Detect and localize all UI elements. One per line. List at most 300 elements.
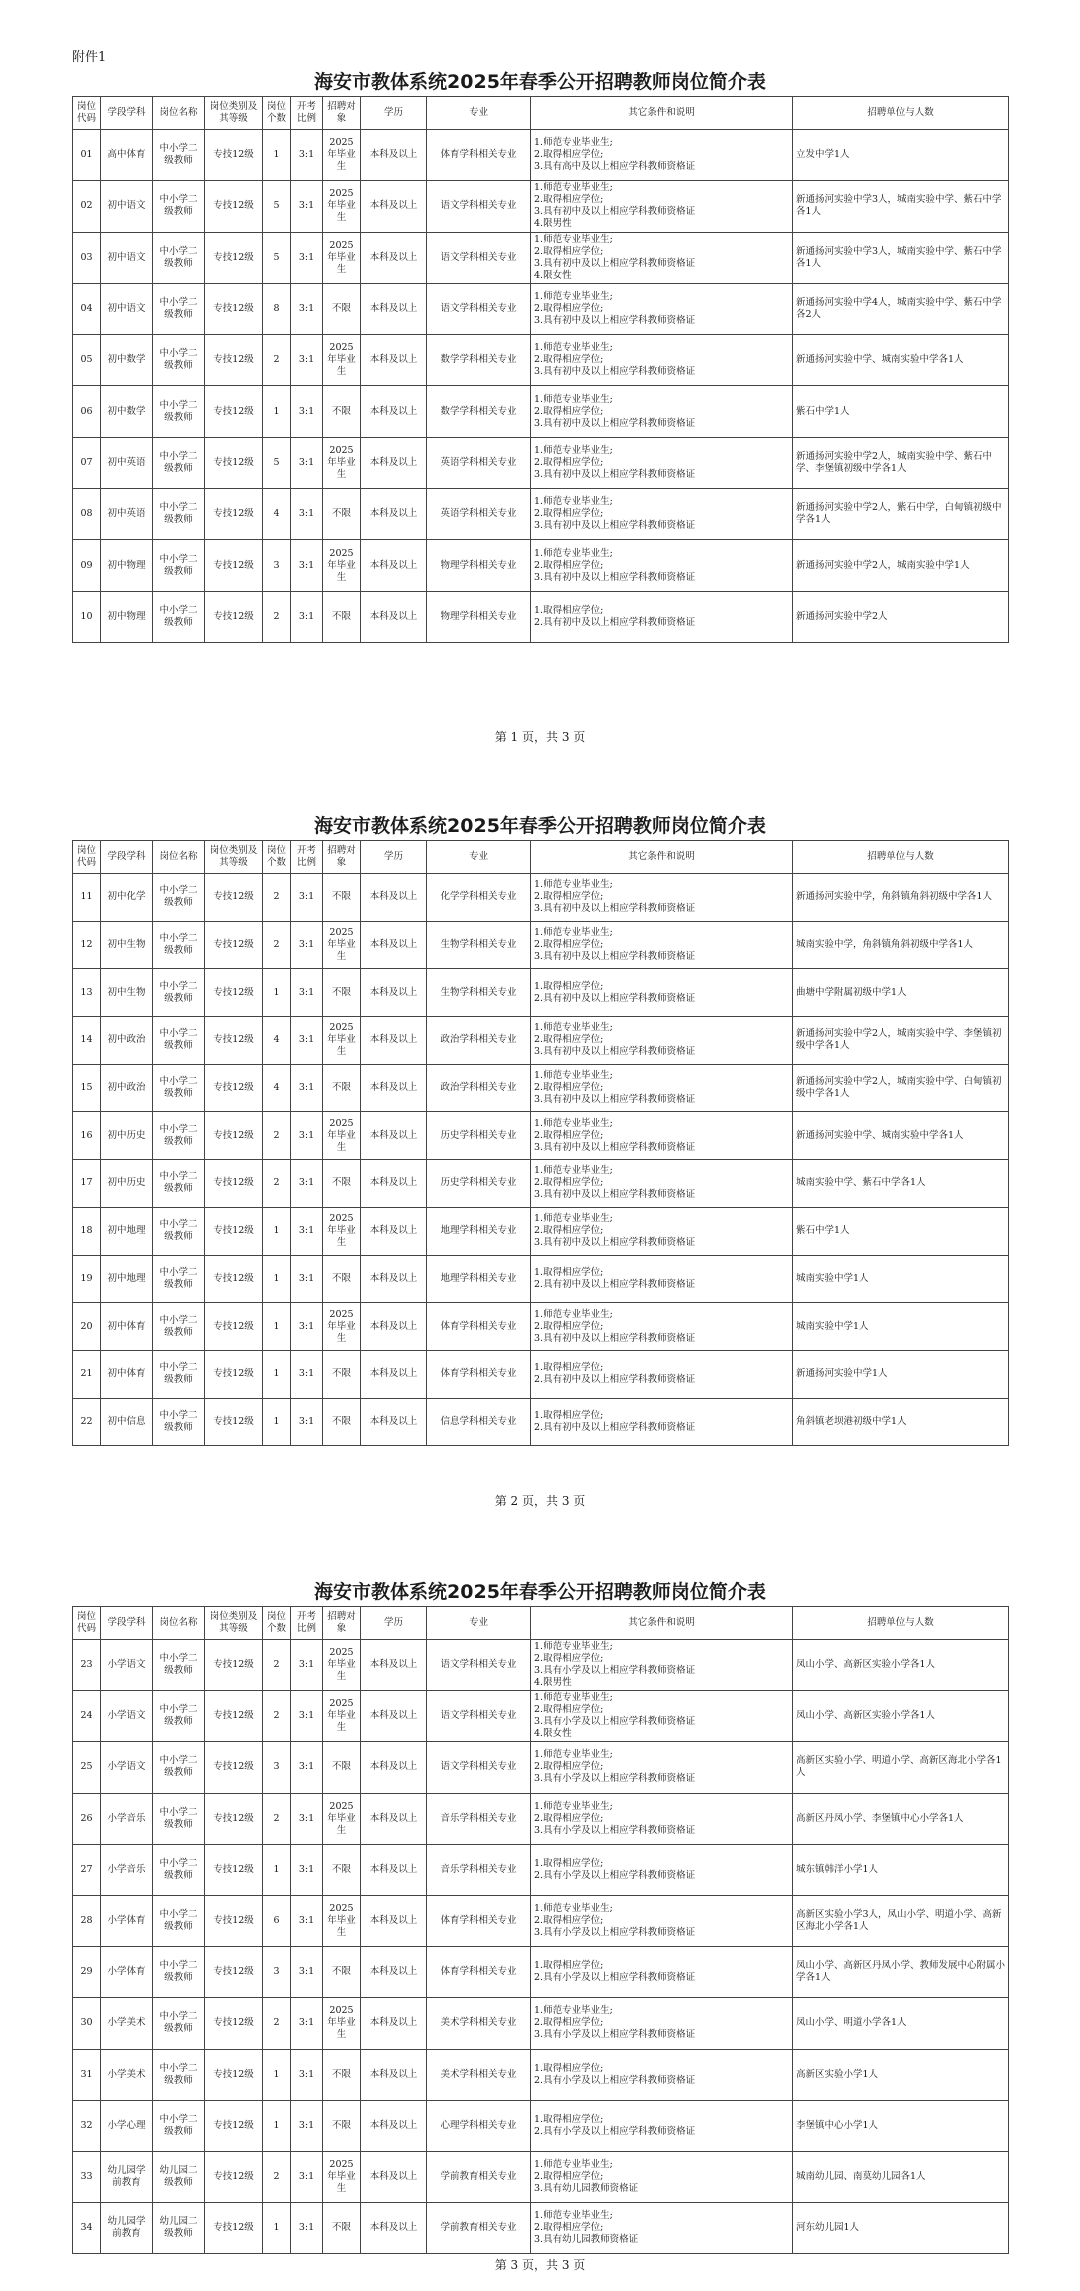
- table-header-row: [73, 841, 1009, 874]
- cell-code: 10: [73, 591, 101, 642]
- cell-major: 体育学科相关专业: [427, 1895, 531, 1946]
- cell-conditions: [531, 283, 793, 334]
- cell-grade: 专技12级: [205, 1742, 263, 1793]
- table-row: [73, 1793, 1009, 1844]
- cell-ratio: 3:1: [291, 283, 323, 334]
- header-code: 岗位代码: [73, 1607, 101, 1640]
- table-row: [73, 2100, 1009, 2151]
- cell-grade: 专技12级: [205, 2203, 263, 2254]
- cell-count: 1: [263, 1207, 291, 1255]
- table-row: [73, 969, 1009, 1017]
- condition-line: 2.取得相应学位;: [534, 405, 604, 417]
- cell-major: 语文学科相关专业: [427, 1691, 531, 1742]
- cell-subject: 初中语文: [101, 232, 153, 283]
- cell-ratio: 3:1: [291, 2151, 323, 2202]
- cell-edu: 本科及以上: [361, 1303, 427, 1351]
- condition-line: 1.取得相应学位;: [534, 1960, 604, 1972]
- cell-edu: 本科及以上: [361, 1398, 427, 1446]
- cell-major: 体育学科相关专业: [427, 1303, 531, 1351]
- cell-target: 不限: [323, 1742, 361, 1793]
- header-conditions: 其它条件和说明: [531, 1607, 793, 1640]
- cell-post: 中小学二级教师: [153, 591, 205, 642]
- cell-edu: 本科及以上: [361, 335, 427, 386]
- header-count: 岗位个数: [263, 841, 291, 874]
- cell-units: 新通扬河实验中学3人，城南实验中学、紫石中学各1人: [793, 181, 1009, 232]
- condition-line: 1.师范专业毕业生;: [534, 496, 613, 508]
- cell-target: 不限: [323, 386, 361, 437]
- condition-line: 1.取得相应学位;: [534, 2062, 604, 2074]
- cell-major: 地理学科相关专业: [427, 1207, 531, 1255]
- condition-line: 3.具有初中及以上相应学科教师资格证: [534, 417, 696, 429]
- cell-count: 2: [263, 335, 291, 386]
- cell-target: 不限: [323, 1064, 361, 1112]
- cell-target: 不限: [323, 1255, 361, 1303]
- cell-target: 不限: [323, 591, 361, 642]
- cell-target: 不限: [323, 1160, 361, 1208]
- cell-edu: 本科及以上: [361, 130, 427, 181]
- table-row: [73, 489, 1009, 540]
- cell-count: 2: [263, 1640, 291, 1691]
- cell-count: 1: [263, 130, 291, 181]
- header-subject: 学段学科: [101, 1607, 153, 1640]
- cell-conditions: [531, 1207, 793, 1255]
- cell-edu: 本科及以上: [361, 1160, 427, 1208]
- cell-units: 凤山小学、高新区实验小学各1人: [793, 1640, 1009, 1691]
- cell-subject: 小学音乐: [101, 1844, 153, 1895]
- header-units: 招聘单位与人数: [793, 841, 1009, 874]
- cell-conditions: [531, 1255, 793, 1303]
- cell-grade: 专技12级: [205, 1160, 263, 1208]
- cell-major: 化学学科相关专业: [427, 874, 531, 922]
- condition-line: 2.取得相应学位;: [534, 1320, 604, 1332]
- cell-code: 29: [73, 1947, 101, 1998]
- cell-conditions: [531, 2049, 793, 2100]
- condition-line: 2.取得相应学位;: [534, 939, 604, 951]
- cell-post: 中小学二级教师: [153, 1255, 205, 1303]
- cell-subject: 初中地理: [101, 1207, 153, 1255]
- condition-line: 1.取得相应学位;: [534, 1266, 604, 1278]
- cell-major: 学前教育相关专业: [427, 2151, 531, 2202]
- condition-line: 1.师范专业毕业生;: [534, 2158, 613, 2170]
- table-row: [73, 232, 1009, 283]
- cell-major: 地理学科相关专业: [427, 1255, 531, 1303]
- condition-line: 3.具有小学及以上相应学科教师资格证: [534, 1824, 696, 1836]
- cell-subject: 初中体育: [101, 1303, 153, 1351]
- cell-post: 中小学二级教师: [153, 489, 205, 540]
- cell-major: 生物学科相关专业: [427, 921, 531, 969]
- cell-ratio: 3:1: [291, 489, 323, 540]
- table-row: [73, 1112, 1009, 1160]
- cell-subject: 初中数学: [101, 386, 153, 437]
- cell-conditions: [531, 540, 793, 591]
- cell-units: 角斜镇老坝港初级中学1人: [793, 1398, 1009, 1446]
- cell-subject: 初中英语: [101, 489, 153, 540]
- cell-post: 中小学二级教师: [153, 335, 205, 386]
- cell-subject: 高中体育: [101, 130, 153, 181]
- condition-line: 3.具有初中及以上相应学科教师资格证: [534, 951, 696, 963]
- cell-conditions: [531, 591, 793, 642]
- cell-major: 物理学科相关专业: [427, 540, 531, 591]
- condition-line: 1.师范专业毕业生;: [534, 1070, 613, 1082]
- cell-subject: 初中历史: [101, 1160, 153, 1208]
- cell-code: 23: [73, 1640, 101, 1691]
- cell-grade: 专技12级: [205, 1947, 263, 1998]
- cell-grade: 专技12级: [205, 874, 263, 922]
- cell-major: 体育学科相关专业: [427, 130, 531, 181]
- cell-grade: 专技12级: [205, 1998, 263, 2049]
- cell-major: 数学学科相关专业: [427, 386, 531, 437]
- cell-count: 5: [263, 437, 291, 488]
- page-number: 第 3 页，共 3 页: [494, 2258, 586, 2272]
- page-title: 海安市教体系统2025年春季公开招聘教师岗位简介表: [314, 1581, 766, 1603]
- cell-units: 高新区实验小学1人: [793, 2049, 1009, 2100]
- cell-post: 中小学二级教师: [153, 2049, 205, 2100]
- condition-line: 3.具有初中及以上相应学科教师资格证: [534, 1189, 696, 1201]
- cell-grade: 专技12级: [205, 232, 263, 283]
- cell-target: 2025年毕业生: [323, 1303, 361, 1351]
- condition-line: 3.具有初中及以上相应学科教师资格证: [534, 1141, 696, 1153]
- condition-line: 1.取得相应学位;: [534, 604, 604, 616]
- condition-line: 3.具有初中及以上相应学科教师资格证: [534, 366, 696, 378]
- cell-grade: 专技12级: [205, 591, 263, 642]
- cell-edu: 本科及以上: [361, 921, 427, 969]
- cell-ratio: 3:1: [291, 1793, 323, 1844]
- cell-target: 2025年毕业生: [323, 232, 361, 283]
- cell-conditions: [531, 1398, 793, 1446]
- table-row: [73, 1844, 1009, 1895]
- header-count: 岗位个数: [263, 1607, 291, 1640]
- condition-line: 2.取得相应学位;: [534, 1082, 604, 1094]
- table-row: [73, 2151, 1009, 2202]
- cell-count: 8: [263, 283, 291, 334]
- condition-line: 2.取得相应学位;: [534, 149, 604, 161]
- cell-post: 中小学二级教师: [153, 1691, 205, 1742]
- table-row: [73, 540, 1009, 591]
- cell-units: 紫石中学1人: [793, 386, 1009, 437]
- condition-line: 2.取得相应学位;: [534, 508, 604, 520]
- cell-count: 1: [263, 2203, 291, 2254]
- cell-grade: 专技12级: [205, 489, 263, 540]
- condition-line: 3.具有幼儿园教师资格证: [534, 2234, 639, 2246]
- header-post: 岗位名称: [153, 841, 205, 874]
- header-major: 专业: [427, 97, 531, 130]
- cell-ratio: 3:1: [291, 1064, 323, 1112]
- cell-units: 立发中学1人: [793, 130, 1009, 181]
- cell-ratio: 3:1: [291, 1947, 323, 1998]
- cell-subject: 初中语文: [101, 283, 153, 334]
- cell-target: 不限: [323, 1947, 361, 1998]
- cell-edu: 本科及以上: [361, 489, 427, 540]
- cell-ratio: 3:1: [291, 335, 323, 386]
- cell-target: 不限: [323, 2100, 361, 2151]
- cell-post: 中小学二级教师: [153, 1398, 205, 1446]
- condition-line: 1.师范专业毕业生;: [534, 444, 613, 456]
- cell-code: 32: [73, 2100, 101, 2151]
- cell-units: 新通扬河实验中学2人，城南实验中学、白甸镇初级中学各1人: [793, 1064, 1009, 1112]
- header-units: 招聘单位与人数: [793, 1607, 1009, 1640]
- cell-count: 2: [263, 1160, 291, 1208]
- cell-post: 中小学二级教师: [153, 1017, 205, 1065]
- cell-units: 凤山小学、明道小学各1人: [793, 1998, 1009, 2049]
- table-row: [73, 1691, 1009, 1742]
- cell-major: 英语学科相关专业: [427, 437, 531, 488]
- cell-post: 中小学二级教师: [153, 1207, 205, 1255]
- cell-count: 1: [263, 1350, 291, 1398]
- condition-line: 1.师范专业毕业生;: [534, 2210, 613, 2222]
- cell-units: 凤山小学、高新区实验小学各1人: [793, 1691, 1009, 1742]
- cell-grade: 专技12级: [205, 1895, 263, 1946]
- cell-subject: 幼儿园学前教育: [101, 2151, 153, 2202]
- cell-count: 1: [263, 1844, 291, 1895]
- cell-target: 2025年毕业生: [323, 1895, 361, 1946]
- cell-subject: 幼儿园学前教育: [101, 2203, 153, 2254]
- condition-line: 1.取得相应学位;: [534, 1857, 604, 1869]
- cell-grade: 专技12级: [205, 335, 263, 386]
- cell-units: 高新区丹凤小学、李堡镇中心小学各1人: [793, 1793, 1009, 1844]
- cell-edu: 本科及以上: [361, 2151, 427, 2202]
- condition-line: 2.取得相应学位;: [534, 1653, 604, 1665]
- cell-grade: 专技12级: [205, 1691, 263, 1742]
- cell-major: 美术学科相关专业: [427, 2049, 531, 2100]
- cell-edu: 本科及以上: [361, 1691, 427, 1742]
- cell-subject: 小学音乐: [101, 1793, 153, 1844]
- cell-count: 2: [263, 2151, 291, 2202]
- cell-major: 体育学科相关专业: [427, 1350, 531, 1398]
- cell-subject: 初中数学: [101, 335, 153, 386]
- condition-line: 2.取得相应学位;: [534, 891, 604, 903]
- table-row: [73, 1064, 1009, 1112]
- condition-line: 1.师范专业毕业生;: [534, 1213, 613, 1225]
- cell-subject: 小学体育: [101, 1947, 153, 1998]
- condition-line: 2.具有初中及以上相应学科教师资格证: [534, 1374, 696, 1386]
- cell-edu: 本科及以上: [361, 283, 427, 334]
- cell-ratio: 3:1: [291, 1303, 323, 1351]
- cell-major: 英语学科相关专业: [427, 489, 531, 540]
- cell-count: 1: [263, 1303, 291, 1351]
- cell-grade: 专技12级: [205, 1844, 263, 1895]
- condition-line: 1.师范专业毕业生;: [534, 927, 613, 939]
- cell-subject: 小学语文: [101, 1691, 153, 1742]
- condition-line: 2.取得相应学位;: [534, 2222, 604, 2234]
- condition-line: 2.具有初中及以上相应学科教师资格证: [534, 616, 696, 628]
- cell-grade: 专技12级: [205, 1017, 263, 1065]
- condition-line: 1.师范专业毕业生;: [534, 547, 613, 559]
- cell-units: 新通扬河实验中学2人，城南实验中学、紫石中学、李堡镇初级中学各1人: [793, 437, 1009, 488]
- cell-post: 中小学二级教师: [153, 130, 205, 181]
- cell-count: 3: [263, 1742, 291, 1793]
- cell-ratio: 3:1: [291, 1350, 323, 1398]
- condition-line: 1.师范专业毕业生;: [534, 1308, 613, 1320]
- cell-units: 新通扬河实验中学2人，城南实验中学1人: [793, 540, 1009, 591]
- condition-line: 3.具有初中及以上相应学科教师资格证: [534, 468, 696, 480]
- cell-ratio: 3:1: [291, 1691, 323, 1742]
- cell-major: 物理学科相关专业: [427, 591, 531, 642]
- cell-ratio: 3:1: [291, 1998, 323, 2049]
- cell-ratio: 3:1: [291, 232, 323, 283]
- condition-line: 1.师范专业毕业生;: [534, 1117, 613, 1129]
- cell-subject: 小学语文: [101, 1640, 153, 1691]
- cell-ratio: 3:1: [291, 1398, 323, 1446]
- page-number: 第 1 页，共 3 页: [494, 730, 586, 744]
- cell-post: 中小学二级教师: [153, 437, 205, 488]
- table-row: [73, 1947, 1009, 1998]
- cell-ratio: 3:1: [291, 1844, 323, 1895]
- page-3: [72, 1578, 1008, 2254]
- cell-major: 历史学科相关专业: [427, 1112, 531, 1160]
- cell-code: 01: [73, 130, 101, 181]
- cell-major: 语文学科相关专业: [427, 283, 531, 334]
- cell-grade: 专技12级: [205, 130, 263, 181]
- table-row: [73, 1017, 1009, 1065]
- cell-ratio: 3:1: [291, 1742, 323, 1793]
- cell-post: 中小学二级教师: [153, 1640, 205, 1691]
- cell-edu: 本科及以上: [361, 1793, 427, 1844]
- cell-edu: 本科及以上: [361, 1207, 427, 1255]
- cell-post: 中小学二级教师: [153, 921, 205, 969]
- cell-conditions: [531, 1793, 793, 1844]
- cell-ratio: 3:1: [291, 2049, 323, 2100]
- cell-grade: 专技12级: [205, 540, 263, 591]
- cell-post: 幼儿园二级教师: [153, 2203, 205, 2254]
- table-row: [73, 1207, 1009, 1255]
- condition-line: 4.限女性: [534, 269, 572, 281]
- cell-target: 2025年毕业生: [323, 437, 361, 488]
- header-edu: 学历: [361, 97, 427, 130]
- cell-subject: 初中物理: [101, 591, 153, 642]
- table-row: [73, 2049, 1009, 2100]
- cell-grade: 专技12级: [205, 1303, 263, 1351]
- cell-target: 不限: [323, 1844, 361, 1895]
- cell-count: 3: [263, 1947, 291, 1998]
- cell-subject: 小学语文: [101, 1742, 153, 1793]
- positions-table: [72, 840, 1009, 1446]
- cell-conditions: [531, 1895, 793, 1946]
- cell-post: 中小学二级教师: [153, 874, 205, 922]
- cell-count: 1: [263, 1255, 291, 1303]
- cell-subject: 初中地理: [101, 1255, 153, 1303]
- cell-ratio: 3:1: [291, 969, 323, 1017]
- table-row: [73, 1640, 1009, 1691]
- cell-units: 凤山小学、高新区丹凤小学、教师发展中心附属小学各1人: [793, 1947, 1009, 1998]
- cell-grade: 专技12级: [205, 921, 263, 969]
- cell-grade: 专技12级: [205, 1255, 263, 1303]
- condition-line: 2.取得相应学位;: [534, 194, 604, 206]
- table-header-row: [73, 1607, 1009, 1640]
- cell-subject: 小学美术: [101, 1998, 153, 2049]
- cell-conditions: [531, 969, 793, 1017]
- header-conditions: 其它条件和说明: [531, 97, 793, 130]
- condition-line: 2.取得相应学位;: [534, 2017, 604, 2029]
- condition-line: 2.取得相应学位;: [534, 1915, 604, 1927]
- cell-code: 22: [73, 1398, 101, 1446]
- condition-line: 3.具有小学及以上相应学科教师资格证: [534, 1665, 696, 1677]
- cell-target: 2025年毕业生: [323, 1998, 361, 2049]
- cell-post: 中小学二级教师: [153, 1160, 205, 1208]
- cell-units: 新通扬河实验中学2人，城南实验中学、李堡镇初级中学各1人: [793, 1017, 1009, 1065]
- cell-edu: 本科及以上: [361, 1742, 427, 1793]
- condition-line: 2.具有小学及以上相应学科教师资格证: [534, 1869, 696, 1881]
- cell-ratio: 3:1: [291, 130, 323, 181]
- cell-count: 2: [263, 591, 291, 642]
- condition-line: 1.师范专业毕业生;: [534, 182, 613, 194]
- cell-grade: 专技12级: [205, 1350, 263, 1398]
- condition-line: 2.取得相应学位;: [534, 1812, 604, 1824]
- cell-major: 信息学科相关专业: [427, 1398, 531, 1446]
- cell-target: 2025年毕业生: [323, 921, 361, 969]
- cell-major: 语文学科相关专业: [427, 1742, 531, 1793]
- cell-target: 不限: [323, 1398, 361, 1446]
- table-row: [73, 1255, 1009, 1303]
- cell-post: 中小学二级教师: [153, 1844, 205, 1895]
- table-row: [73, 591, 1009, 642]
- cell-subject: 初中历史: [101, 1112, 153, 1160]
- cell-ratio: 3:1: [291, 181, 323, 232]
- cell-units: 新通扬河实验中学2人: [793, 591, 1009, 642]
- cell-post: 中小学二级教师: [153, 969, 205, 1017]
- cell-post: 中小学二级教师: [153, 2100, 205, 2151]
- condition-line: 1.师范专业毕业生;: [534, 1749, 613, 1761]
- condition-line: 2.取得相应学位;: [534, 559, 604, 571]
- cell-subject: 初中英语: [101, 437, 153, 488]
- cell-count: 1: [263, 2049, 291, 2100]
- cell-code: 24: [73, 1691, 101, 1742]
- cell-conditions: [531, 386, 793, 437]
- cell-post: 中小学二级教师: [153, 1112, 205, 1160]
- header-code: 岗位代码: [73, 97, 101, 130]
- condition-line: 1.取得相应学位;: [534, 2113, 604, 2125]
- cell-subject: 初中生物: [101, 921, 153, 969]
- cell-edu: 本科及以上: [361, 181, 427, 232]
- cell-target: 2025年毕业生: [323, 540, 361, 591]
- condition-line: 3.具有初中及以上相应学科教师资格证: [534, 1046, 696, 1058]
- table-row: [73, 437, 1009, 488]
- cell-edu: 本科及以上: [361, 2049, 427, 2100]
- page-1: [72, 68, 1008, 643]
- cell-units: 新通扬河实验中学、城南实验中学各1人: [793, 335, 1009, 386]
- cell-grade: 专技12级: [205, 437, 263, 488]
- condition-line: 3.具有小学及以上相应学科教师资格证: [534, 1927, 696, 1939]
- cell-edu: 本科及以上: [361, 437, 427, 488]
- condition-line: 3.具有初中及以上相应学科教师资格证: [534, 1332, 696, 1344]
- header-edu: 学历: [361, 841, 427, 874]
- cell-post: 中小学二级教师: [153, 283, 205, 334]
- cell-conditions: [531, 1998, 793, 2049]
- cell-count: 5: [263, 181, 291, 232]
- cell-units: 城南实验中学、紫石中学各1人: [793, 1160, 1009, 1208]
- cell-edu: 本科及以上: [361, 591, 427, 642]
- cell-grade: 专技12级: [205, 1398, 263, 1446]
- cell-grade: 专技12级: [205, 2049, 263, 2100]
- cell-major: 生物学科相关专业: [427, 969, 531, 1017]
- cell-edu: 本科及以上: [361, 1064, 427, 1112]
- cell-units: 新通扬河实验中学，角斜镇角斜初级中学各1人: [793, 874, 1009, 922]
- cell-ratio: 3:1: [291, 386, 323, 437]
- cell-units: 新通扬河实验中学2人，紫石中学，白甸镇初级中学各1人: [793, 489, 1009, 540]
- cell-code: 15: [73, 1064, 101, 1112]
- cell-count: 6: [263, 1895, 291, 1946]
- cell-count: 3: [263, 540, 291, 591]
- cell-target: 不限: [323, 1350, 361, 1398]
- condition-line: 3.具有初中及以上相应学科教师资格证: [534, 1237, 696, 1249]
- cell-subject: 小学美术: [101, 2049, 153, 2100]
- cell-conditions: [531, 1947, 793, 1998]
- condition-line: 2.具有小学及以上相应学科教师资格证: [534, 2074, 696, 2086]
- header-post: 岗位名称: [153, 1607, 205, 1640]
- cell-subject: 初中生物: [101, 969, 153, 1017]
- cell-grade: 专技12级: [205, 1793, 263, 1844]
- condition-line: 1.师范专业毕业生;: [534, 2005, 613, 2017]
- cell-conditions: [531, 1742, 793, 1793]
